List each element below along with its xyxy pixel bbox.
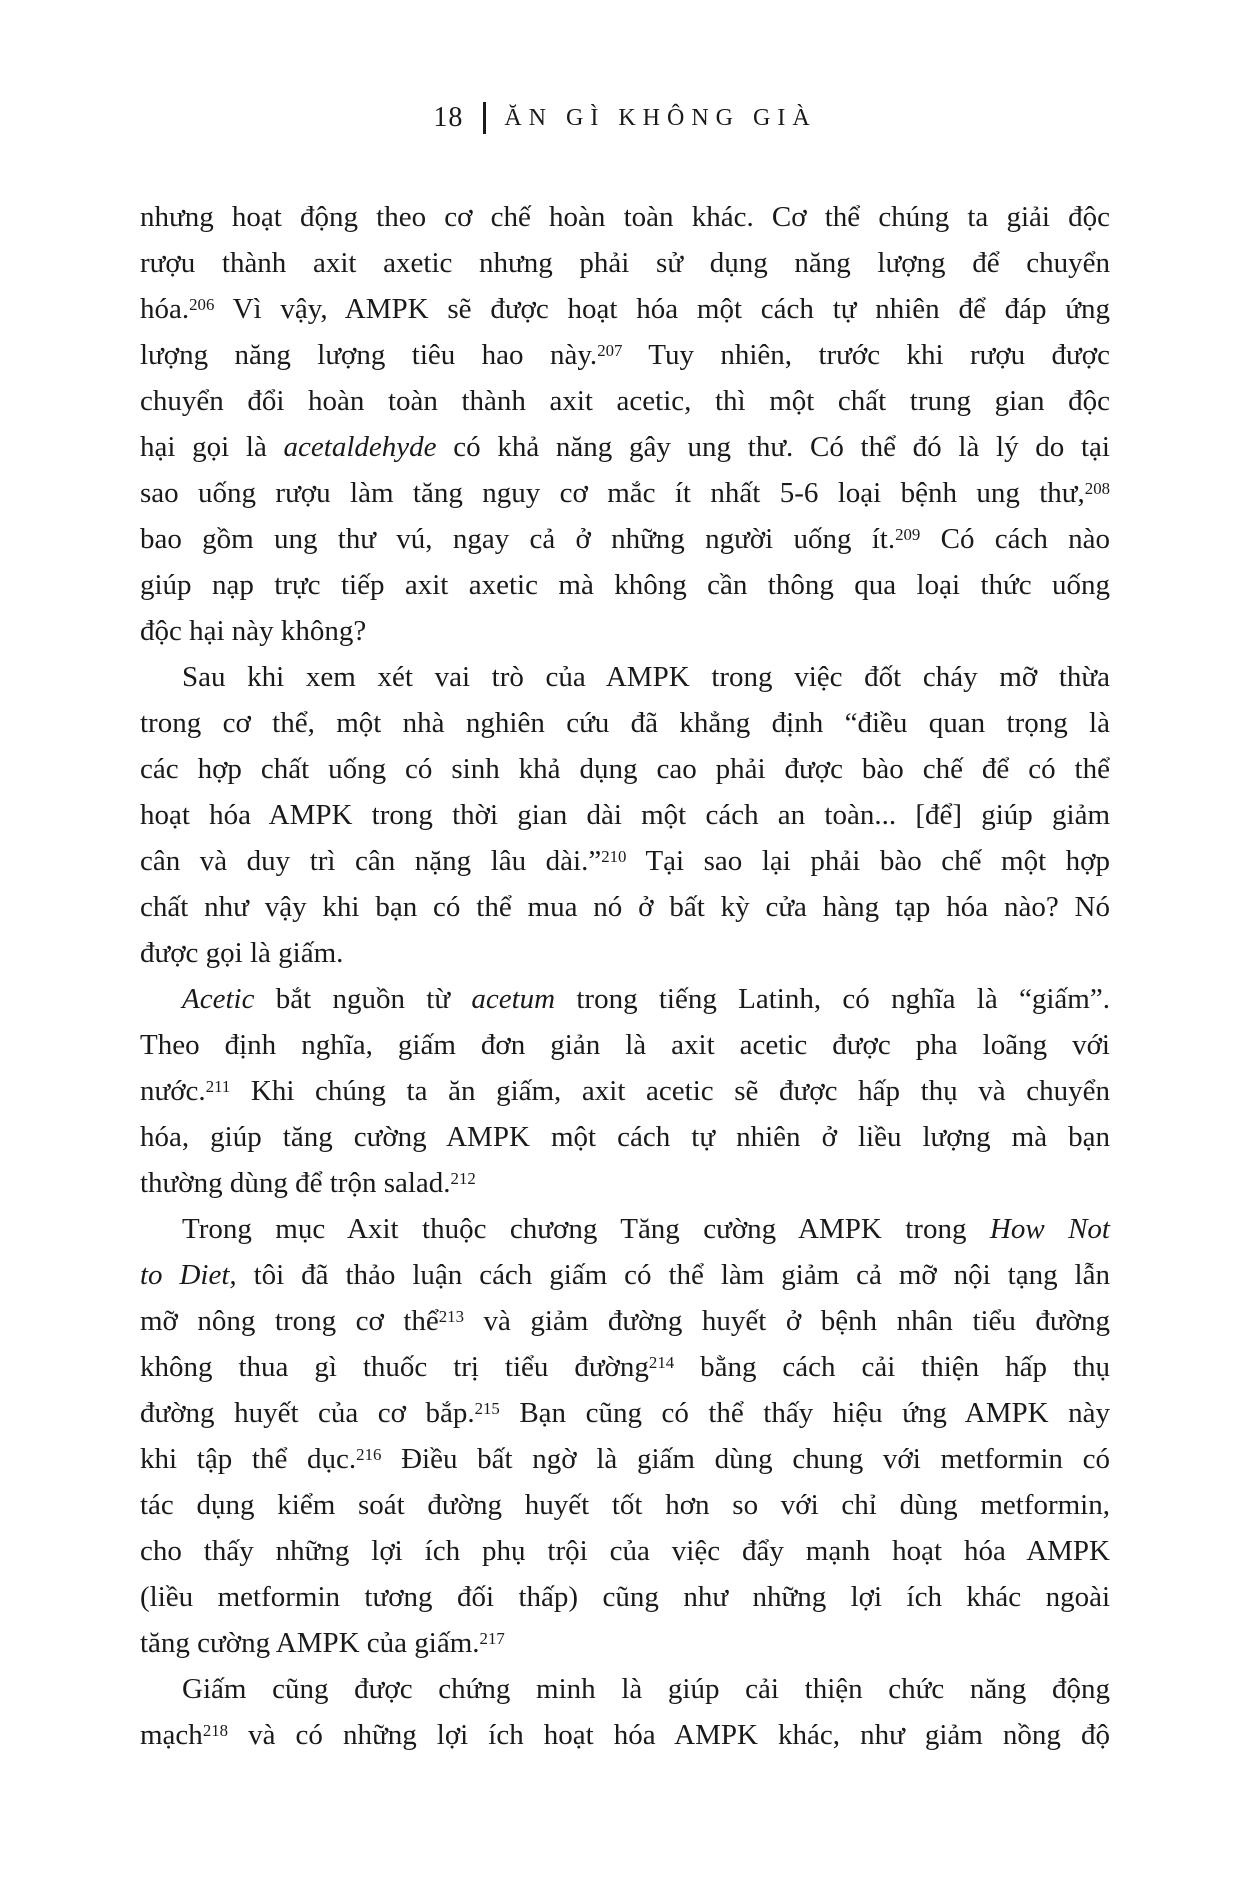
footnote-reference: 211: [205, 1076, 231, 1096]
text-line: [140, 1344, 1110, 1390]
footnote-reference: 217: [479, 1628, 505, 1648]
footnote-reference: 210: [601, 846, 627, 866]
text-run: bao gồm ung thư vú, ngay cả ở những người uống ít.: [140, 523, 896, 555]
text-line: [140, 930, 1110, 976]
text-run: Trong mục Axit thuộc chương Tăng cường AMPK trong: [182, 1213, 990, 1245]
text-line: [140, 240, 1110, 286]
text-line: [140, 1482, 1110, 1528]
text-run: hoạt hóa AMPK trong thời gian dài một cách an toàn... [để] giúp giảm: [140, 799, 1110, 831]
text-run: hóa, giúp tăng cường AMPK một cách tự nhiên ở liều lượng mà bạn: [140, 1121, 1110, 1153]
text-run: Tuy nhiên, trước khi rượu được: [622, 339, 1110, 371]
text-line: [140, 194, 1110, 240]
text-run: nhưng hoạt động theo cơ chế hoàn toàn khác. Cơ thể chúng ta giải độc: [140, 201, 1110, 233]
text-run: và giảm đường huyết ở bệnh nhân tiểu đường: [463, 1305, 1110, 1337]
text-line: [140, 1068, 1110, 1114]
text-run: Tại sao lại phải bào chế một hợp: [626, 845, 1110, 877]
italic-text-run: How Not: [989, 1213, 1110, 1245]
footnote-reference: 214: [648, 1352, 675, 1372]
text-run: không thua gì thuốc trị tiểu đường: [140, 1351, 649, 1383]
footnote-reference: 213: [438, 1306, 464, 1326]
text-run: các hợp chất uống có sinh khả dụng cao phải được bào chế để có thể: [140, 753, 1110, 785]
text-run: bắt nguồn từ: [254, 983, 472, 1015]
text-line: [140, 1160, 1110, 1206]
footnote-reference: 215: [474, 1398, 500, 1418]
text-run: tăng cường AMPK của giấm.: [140, 1627, 480, 1659]
text-run: cân và duy trì cân nặng lâu dài.”: [140, 845, 602, 877]
paragraph: [140, 1666, 1110, 1758]
text-run: giúp nạp trực tiếp axit axetic mà không cần thông qua loại thức uống: [140, 569, 1110, 601]
text-run: đường huyết của cơ bắp.: [140, 1397, 475, 1429]
text-run: Sau khi xem xét vai trò của AMPK trong việc đốt cháy mỡ thừa: [182, 661, 1110, 693]
text-line: [140, 470, 1110, 516]
footnote-reference: 209: [895, 524, 921, 544]
italic-text-run: Acetic: [182, 983, 255, 1015]
text-run: tôi đã thảo luận cách giấm có thể làm giảm cả mỡ nội tạng lẫn: [236, 1259, 1110, 1291]
text-line: [140, 792, 1110, 838]
body-text-block: [140, 194, 1110, 1758]
text-run: Theo định nghĩa, giấm đơn giản là axit acetic được pha loãng với: [140, 1029, 1110, 1061]
text-run: bằng cách cải thiện hấp thụ: [674, 1351, 1110, 1383]
text-run: Có cách nào: [920, 523, 1110, 555]
text-run: chất như vậy khi bạn có thể mua nó ở bất kỳ cửa hàng tạp hóa nào? Nó: [140, 891, 1110, 923]
text-run: cho thấy những lợi ích phụ trội của việc đẩy mạnh hoạt hóa AMPK: [140, 1535, 1110, 1567]
text-line: [140, 1666, 1110, 1712]
text-line: [140, 1390, 1110, 1436]
text-run: hóa.: [140, 293, 190, 325]
text-line: [140, 1252, 1110, 1298]
text-run: lượng năng lượng tiêu hao này.: [140, 339, 598, 371]
header-divider: [483, 102, 486, 134]
text-line: [140, 1620, 1110, 1666]
paragraph: [140, 976, 1110, 1206]
text-line: [140, 746, 1110, 792]
text-line: [140, 1022, 1110, 1068]
text-line: [140, 1298, 1110, 1344]
text-line: [140, 1206, 1110, 1252]
text-run: có khả năng gây ung thư. Có thể đó là lý do tại: [436, 431, 1110, 463]
running-header: [140, 102, 1110, 134]
text-line: [140, 838, 1110, 884]
text-line: [140, 1114, 1110, 1160]
text-line: [140, 700, 1110, 746]
text-run: trong tiếng Latinh, có nghĩa là “giấm”.: [555, 983, 1110, 1015]
text-line: [140, 976, 1110, 1022]
footnote-reference: 208: [1084, 478, 1110, 498]
italic-text-run: acetaldehyde: [283, 431, 437, 463]
italic-text-run: to Diet,: [140, 1259, 237, 1291]
text-line: [140, 654, 1110, 700]
text-run: Bạn cũng có thể thấy hiệu ứng AMPK này: [499, 1397, 1110, 1429]
text-run: hại gọi là: [140, 431, 284, 463]
text-run: Khi chúng ta ăn giấm, axit acetic sẽ được hấp thụ và chuyển: [230, 1075, 1110, 1107]
text-line: [140, 1528, 1110, 1574]
text-run: chuyển đổi hoàn toàn thành axit acetic, thì một chất trung gian độc: [140, 385, 1110, 417]
text-run: và có những lợi ích hoạt hóa AMPK khác, như giảm nồng độ: [228, 1719, 1110, 1751]
text-run: nước.: [140, 1075, 206, 1107]
text-line: [140, 1712, 1110, 1758]
text-run: mạch: [140, 1719, 203, 1751]
text-line: [140, 286, 1110, 332]
text-run: thường dùng để trộn salad.: [140, 1167, 451, 1199]
paragraph: [140, 1206, 1110, 1666]
text-line: [140, 1574, 1110, 1620]
text-run: khi tập thể dục.: [140, 1443, 357, 1475]
footnote-reference: 207: [597, 340, 623, 360]
text-line: [140, 562, 1110, 608]
footnote-reference: 206: [189, 294, 215, 314]
text-line: [140, 1436, 1110, 1482]
page-number: 18: [433, 102, 464, 133]
italic-text-run: acetum: [471, 983, 556, 1015]
text-run: sao uống rượu làm tăng nguy cơ mắc ít nhất 5-6 loại bệnh ung thư,: [140, 477, 1085, 509]
text-run: (liều metformin tương đối thấp) cũng như những lợi ích khác ngoài: [140, 1581, 1110, 1613]
text-run: Vì vậy, AMPK sẽ được hoạt hóa một cách tự nhiên để đáp ứng: [214, 293, 1110, 325]
footnote-reference: 212: [450, 1168, 476, 1188]
text-line: [140, 378, 1110, 424]
text-line: [140, 516, 1110, 562]
footnote-reference: 218: [202, 1720, 229, 1740]
text-line: [140, 332, 1110, 378]
text-run: tác dụng kiểm soát đường huyết tốt hơn so với chỉ dùng metformin,: [140, 1489, 1110, 1521]
paragraph: [140, 654, 1110, 976]
book-title: ĂN GÌ KHÔNG GIÀ: [504, 104, 817, 131]
text-run: mỡ nông trong cơ thể: [140, 1305, 439, 1337]
text-line: [140, 608, 1110, 654]
text-run: độc hại này không?: [140, 615, 367, 647]
paragraph: [140, 194, 1110, 654]
text-line: [140, 424, 1110, 470]
text-run: Điều bất ngờ là giấm dùng chung với metformin có: [381, 1443, 1110, 1475]
text-run: trong cơ thể, một nhà nghiên cứu đã khẳng định “điều quan trọng là: [140, 707, 1110, 739]
text-run: Giấm cũng được chứng minh là giúp cải thiện chức năng động: [182, 1673, 1110, 1705]
text-line: [140, 884, 1110, 930]
text-run: rượu thành axit axetic nhưng phải sử dụng năng lượng để chuyển: [140, 247, 1110, 279]
footnote-reference: 216: [356, 1444, 382, 1464]
text-run: được gọi là giấm.: [140, 937, 344, 969]
